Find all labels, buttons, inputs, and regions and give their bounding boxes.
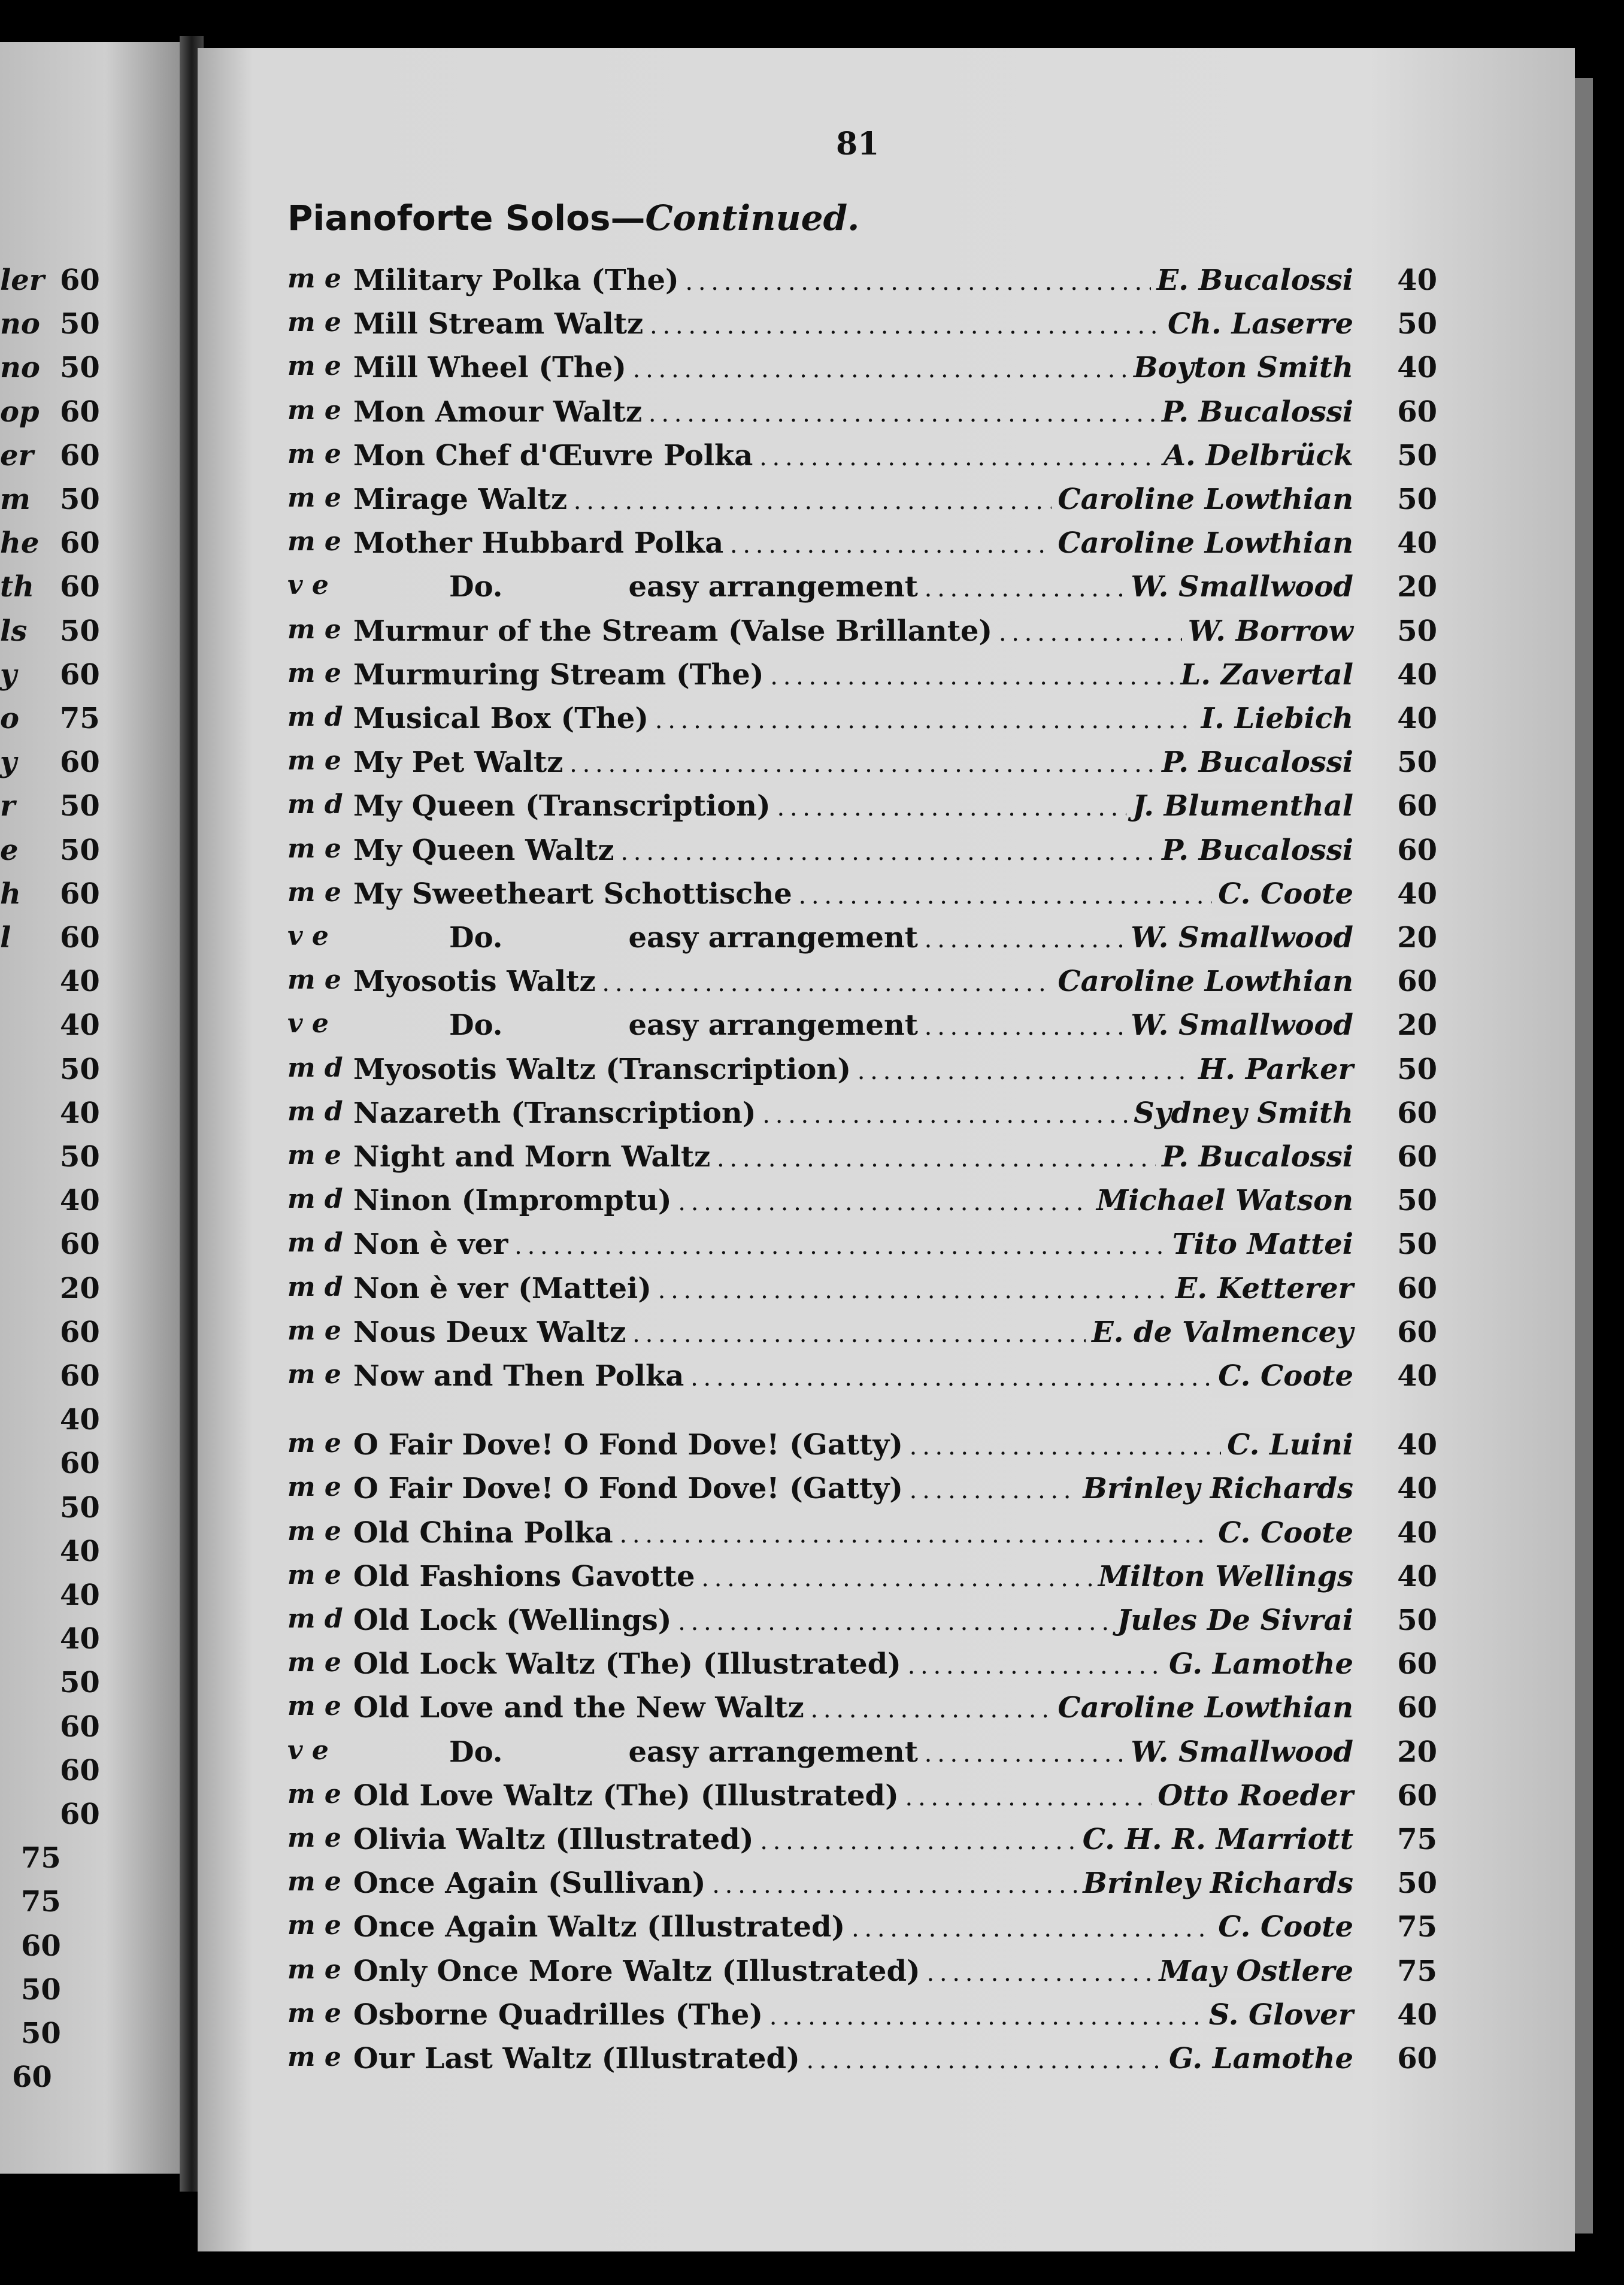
- composer-name: W. Smallwood: [1125, 570, 1353, 608]
- composer-name: Caroline Lowthian: [1052, 483, 1353, 521]
- list-item: [287, 1560, 1437, 1598]
- facing-page-fragment: o: [0, 702, 20, 735]
- list-item: [287, 439, 1437, 477]
- facing-page-fragment: no: [0, 351, 40, 385]
- composer-name: Brinley Richards: [1077, 1472, 1353, 1510]
- composer-name: W. Smallwood: [1125, 1008, 1353, 1047]
- price: 50: [1397, 483, 1437, 516]
- piece-title: Do.: [449, 570, 503, 604]
- grade-code: m e: [287, 263, 341, 294]
- facing-page-price: 50: [60, 307, 100, 341]
- composer-name: S. Glover: [1203, 1998, 1353, 2037]
- composer-name: C. Coote: [1212, 1516, 1353, 1554]
- facing-page-price: 40: [60, 1403, 100, 1437]
- facing-page-price: 40: [60, 1096, 100, 1130]
- piece-title: Ninon (Impromptu): [353, 1184, 672, 1218]
- grade-code: m e: [287, 1647, 341, 1678]
- price: 75: [1397, 1954, 1437, 1988]
- facing-page-fragment: he: [0, 526, 40, 560]
- price: 60: [1397, 965, 1437, 999]
- facing-page-fragment: r: [0, 789, 16, 823]
- list-item: [287, 1910, 1437, 1948]
- grade-code: m d: [287, 789, 343, 820]
- facing-page-price: 60: [60, 263, 100, 297]
- piece-title: Once Again (Sullivan): [353, 1866, 706, 1901]
- piece-title: Nous Deux Waltz: [353, 1315, 626, 1349]
- piece-title: Mon Amour Waltz: [353, 395, 643, 429]
- piece-title: Olivia Waltz (Illustrated): [353, 1823, 754, 1856]
- piece-title: My Sweetheart Schottische: [353, 877, 792, 911]
- facing-page-price: 50: [60, 1490, 100, 1525]
- composer-name: G. Lamothe: [1163, 1647, 1353, 1686]
- price: 60: [1397, 1778, 1437, 1813]
- list-item: [287, 307, 1437, 346]
- facing-page-price: 40: [60, 1008, 100, 1043]
- price: 50: [1397, 1184, 1437, 1218]
- piece-title: Old Lock (Wellings): [353, 1604, 672, 1637]
- list-item: [287, 877, 1437, 916]
- piece-title: My Queen (Transcription): [353, 789, 771, 823]
- list-item: [287, 1228, 1437, 1266]
- facing-page-price: 40: [60, 965, 100, 999]
- composer-name: P. Bucalossi: [1156, 745, 1353, 784]
- grade-code: m e: [287, 1359, 341, 1390]
- price: 60: [1397, 1315, 1437, 1349]
- facing-page-price: 50: [60, 1666, 100, 1700]
- grade-code: v e: [287, 921, 329, 951]
- composer-name: Caroline Lowthian: [1052, 965, 1353, 1003]
- price: 40: [1397, 1998, 1437, 2032]
- price: 60: [1397, 1271, 1437, 1305]
- piece-title: Do.: [449, 921, 503, 954]
- grade-code: m e: [287, 526, 341, 557]
- price: 40: [1397, 1428, 1437, 1462]
- price: 20: [1397, 1008, 1437, 1043]
- facing-page-price: 75: [21, 1841, 61, 1875]
- arrangement-note: easy arrangement: [628, 921, 918, 954]
- piece-title: Do.: [449, 1735, 503, 1769]
- list-item: [287, 1140, 1437, 1178]
- facing-page-price: 50: [60, 833, 100, 867]
- piece-title: Mon Chef d'Œuvre Polka: [353, 438, 753, 472]
- grade-code: m e: [287, 1910, 341, 1941]
- list-item: [287, 351, 1437, 389]
- list-item: [287, 1823, 1437, 1861]
- composer-name: Sydney Smith: [1128, 1096, 1353, 1135]
- section-continued: Continued.: [645, 198, 860, 238]
- price: 60: [1397, 1140, 1437, 1174]
- list-item: [287, 789, 1437, 828]
- facing-page-price: 60: [60, 1710, 100, 1744]
- arrangement-note: easy arrangement: [628, 1008, 918, 1043]
- list-item: [287, 1735, 1437, 1774]
- facing-page-price: 60: [60, 395, 100, 429]
- composer-name: Jules De Sivrai: [1111, 1604, 1353, 1642]
- composer-name: Caroline Lowthian: [1052, 1691, 1353, 1729]
- facing-page-fragment: y: [0, 745, 17, 780]
- composer-name: Michael Watson: [1090, 1184, 1353, 1222]
- facing-page-price: 40: [60, 1622, 100, 1656]
- composer-name: P. Bucalossi: [1156, 395, 1353, 434]
- piece-title: Old Fashions Gavotte: [353, 1559, 695, 1593]
- composer-name: E. Bucalossi: [1151, 263, 1353, 302]
- list-item: [287, 1866, 1437, 1905]
- price: 75: [1397, 1910, 1437, 1944]
- list-item: [287, 263, 1437, 302]
- composer-name: Tito Mattei: [1167, 1228, 1353, 1266]
- list-item: [287, 834, 1437, 872]
- facing-page-fragment: y: [0, 657, 17, 692]
- piece-title: Now and Then Polka: [353, 1359, 684, 1393]
- piece-title: Mill Wheel (The): [353, 351, 626, 385]
- price: 40: [1397, 1516, 1437, 1550]
- facing-page-fragment: l: [0, 921, 11, 954]
- facing-page-price: 60: [21, 1929, 61, 1963]
- piece-title: Night and Morn Waltz: [353, 1140, 711, 1174]
- facing-page-price: 60: [60, 526, 100, 560]
- facing-page-price: 50: [60, 789, 100, 823]
- facing-page-price: 40: [60, 1534, 100, 1568]
- entry-title-leader: [353, 1359, 1349, 1398]
- facing-page-price: 75: [60, 702, 100, 735]
- piece-title: Nazareth (Transcription): [353, 1096, 756, 1130]
- list-item: [287, 1184, 1437, 1222]
- composer-name: C. H. R. Marriott: [1077, 1823, 1353, 1861]
- list-item: [287, 1428, 1437, 1466]
- grade-code: m e: [287, 965, 341, 996]
- facing-page-fragment: er: [0, 438, 34, 472]
- composer-name: E. de Valmencey: [1086, 1316, 1353, 1354]
- list-item: [287, 526, 1437, 565]
- grade-code: m e: [287, 1823, 341, 1853]
- facing-page-price: 60: [60, 877, 100, 911]
- grade-code: m e: [287, 395, 341, 426]
- grade-code: m e: [287, 1866, 341, 1898]
- piece-title: Old Love and the New Waltz: [353, 1691, 804, 1725]
- grade-code: m e: [287, 1472, 341, 1503]
- piece-title: Myosotis Waltz (Transcription): [353, 1052, 852, 1086]
- piece-title: Our Last Waltz (Illustrated): [353, 2042, 800, 2075]
- entry-title-leader: [353, 1516, 1349, 1554]
- price: 20: [1397, 921, 1437, 954]
- price: 40: [1397, 702, 1437, 735]
- price: 40: [1397, 1472, 1437, 1506]
- piece-title: Non è ver (Mattei): [353, 1271, 652, 1305]
- piece-title: Mother Hubbard Polka: [353, 526, 724, 560]
- price: 40: [1397, 351, 1437, 385]
- composer-name: A. Delbrück: [1158, 439, 1353, 477]
- list-item: [287, 1316, 1437, 1354]
- facing-page-price: 60: [60, 745, 100, 780]
- list-item: [287, 1604, 1437, 1642]
- piece-title: Osborne Quadrilles (The): [353, 1998, 763, 2032]
- composer-name: E. Ketterer: [1169, 1272, 1353, 1310]
- piece-title: Murmuring Stream (The): [353, 657, 764, 692]
- composer-name: W. Smallwood: [1125, 921, 1353, 959]
- grade-code: m e: [287, 1140, 341, 1171]
- page-edge: [1575, 78, 1593, 2234]
- list-item: [287, 921, 1437, 959]
- composer-name: H. Parker: [1192, 1053, 1353, 1091]
- grade-code: m d: [287, 1228, 343, 1259]
- list-item: [287, 702, 1437, 740]
- price: 50: [1397, 1052, 1437, 1086]
- list-item: [287, 1516, 1437, 1554]
- grade-code: m e: [287, 1954, 341, 1985]
- list-item: [287, 1053, 1437, 1091]
- list-item: [287, 658, 1437, 696]
- price: 40: [1397, 263, 1437, 297]
- piece-title: Once Again Waltz (Illustrated): [353, 1910, 846, 1944]
- composer-name: P. Bucalossi: [1156, 1140, 1353, 1178]
- price: 50: [1397, 1866, 1437, 1901]
- facing-page-price: 60: [12, 2060, 52, 2095]
- composer-name: C. Coote: [1212, 1359, 1353, 1398]
- facing-page-price: 50: [60, 614, 100, 648]
- list-item: [287, 1096, 1437, 1135]
- price: 60: [1397, 789, 1437, 823]
- list-item: [287, 745, 1437, 784]
- composer-name: J. Blumenthal: [1126, 789, 1353, 828]
- grade-code: v e: [287, 570, 329, 601]
- price: 20: [1397, 1735, 1437, 1769]
- price: 40: [1397, 1559, 1437, 1593]
- price: 40: [1397, 526, 1437, 560]
- composer-name: C. Coote: [1212, 877, 1353, 916]
- list-item: [287, 614, 1437, 653]
- grade-code: m e: [287, 877, 341, 908]
- price: 60: [1397, 395, 1437, 429]
- grade-code: m e: [287, 657, 341, 689]
- grade-code: m e: [287, 1315, 341, 1346]
- composer-name: May Ostlere: [1153, 1954, 1353, 1993]
- piece-title: Only Once More Waltz (Illustrated): [353, 1954, 920, 1988]
- piece-title: O Fair Dove! O Fond Dove! (Gatty): [353, 1428, 903, 1462]
- grade-code: m e: [287, 1428, 341, 1459]
- grade-code: m d: [287, 1604, 343, 1634]
- list-item: [287, 1691, 1437, 1729]
- grade-code: m e: [287, 833, 341, 864]
- grade-code: m e: [287, 1516, 341, 1547]
- list-item: [287, 965, 1437, 1003]
- list-item: [287, 1472, 1437, 1510]
- arrangement-note: easy arrangement: [628, 570, 918, 604]
- grade-code: m d: [287, 702, 343, 732]
- facing-page-fragment: h: [0, 877, 21, 911]
- list-item: [287, 1359, 1437, 1398]
- list-item: [287, 1272, 1437, 1310]
- facing-page-price: 40: [60, 1578, 100, 1612]
- facing-page-price: 60: [60, 1359, 100, 1393]
- composer-name: I. Liebich: [1195, 702, 1353, 740]
- list-item: [287, 395, 1437, 434]
- list-item: [287, 483, 1437, 521]
- price: 50: [1397, 1604, 1437, 1637]
- piece-title: Musical Box (The): [353, 702, 649, 735]
- grade-code: m d: [287, 1096, 343, 1127]
- grade-code: m e: [287, 1998, 341, 2029]
- grade-code: m e: [287, 351, 341, 382]
- facing-page-price: 60: [60, 1228, 100, 1262]
- page-number: 81: [836, 126, 880, 162]
- grade-code: v e: [287, 1008, 329, 1040]
- price: 60: [1397, 1096, 1437, 1130]
- facing-page-price: 50: [60, 351, 100, 385]
- piece-title: My Queen Waltz: [353, 833, 614, 867]
- price: 50: [1397, 1228, 1437, 1262]
- grade-code: m d: [287, 1052, 343, 1083]
- piece-title: Do.: [449, 1008, 503, 1043]
- price: 60: [1397, 1647, 1437, 1681]
- facing-page-price: 20: [60, 1271, 100, 1305]
- price: 75: [1397, 1823, 1437, 1856]
- facing-page-fragment: ler: [0, 263, 45, 297]
- facing-page-fragment: op: [0, 395, 40, 429]
- facing-page-fragment: th: [0, 570, 35, 604]
- piece-title: Murmur of the Stream (Valse Brillante): [353, 614, 993, 648]
- grade-code: m e: [287, 614, 341, 645]
- price: 60: [1397, 2042, 1437, 2075]
- composer-name: Ch. Laserre: [1162, 307, 1353, 346]
- piece-title: Non è ver: [353, 1228, 508, 1262]
- list-item: [287, 1779, 1437, 1817]
- price: 60: [1397, 833, 1437, 867]
- list-item: [287, 1008, 1437, 1047]
- facing-page-price: 50: [21, 1972, 61, 2007]
- price: 50: [1397, 438, 1437, 472]
- list-item: [287, 1954, 1437, 1993]
- list-item: [287, 1647, 1437, 1686]
- section-title: [287, 198, 859, 238]
- price: 60: [1397, 1691, 1437, 1725]
- entry-title-leader: [353, 877, 1349, 916]
- facing-page-price: 50: [60, 483, 100, 516]
- composer-name: Boyton Smith: [1128, 351, 1353, 389]
- composer-name: L. Zavertal: [1174, 658, 1353, 696]
- facing-page-fragment: ls: [0, 614, 28, 648]
- price: 40: [1397, 877, 1437, 911]
- piece-title: Military Polka (The): [353, 263, 679, 297]
- price: 50: [1397, 614, 1437, 648]
- piece-title: My Pet Waltz: [353, 745, 563, 780]
- grade-code: m e: [287, 438, 341, 469]
- facing-page-price: 75: [21, 1885, 61, 1919]
- composer-name: P. Bucalossi: [1156, 834, 1353, 872]
- entry-title-leader: [353, 1998, 1349, 2037]
- price: 20: [1397, 570, 1437, 604]
- composer-name: C. Coote: [1212, 1910, 1353, 1948]
- facing-page-price: 40: [60, 1184, 100, 1218]
- facing-page-price: 60: [60, 1315, 100, 1349]
- grade-code: m d: [287, 1271, 343, 1302]
- entry-title-leader: [353, 1428, 1349, 1466]
- facing-page-price: 60: [60, 1447, 100, 1481]
- facing-page-price: 50: [60, 1140, 100, 1174]
- grade-code: m e: [287, 745, 341, 777]
- piece-title: Myosotis Waltz: [353, 965, 596, 999]
- grade-code: m e: [287, 1778, 341, 1810]
- price: 50: [1397, 745, 1437, 780]
- composer-name: G. Lamothe: [1163, 2042, 1353, 2080]
- facing-page-fragment: e: [0, 833, 19, 867]
- list-item: [287, 570, 1437, 608]
- price: 40: [1397, 657, 1437, 692]
- facing-page-price: 60: [60, 921, 100, 954]
- composer-name: C. Luini: [1221, 1428, 1353, 1466]
- entry-title-leader: [353, 1910, 1349, 1948]
- piece-title: Old China Polka: [353, 1516, 613, 1550]
- grade-code: m e: [287, 1691, 341, 1722]
- composer-name: Otto Roeder: [1152, 1779, 1353, 1817]
- piece-title: Old Lock Waltz (The) (Illustrated): [353, 1647, 901, 1681]
- price: 40: [1397, 1359, 1437, 1393]
- piece-title: O Fair Dove! O Fond Dove! (Gatty): [353, 1472, 903, 1506]
- piece-title: Mill Stream Waltz: [353, 307, 644, 341]
- grade-code: m e: [287, 1559, 341, 1590]
- facing-page-price: 50: [21, 2017, 61, 2050]
- facing-page-price: 60: [60, 1798, 100, 1831]
- grade-code: m d: [287, 1184, 343, 1215]
- composer-name: W. Smallwood: [1125, 1735, 1353, 1774]
- piece-title: Old Love Waltz (The) (Illustrated): [353, 1778, 899, 1813]
- facing-page-fragment: no: [0, 307, 40, 341]
- facing-page-price: 60: [60, 657, 100, 692]
- composer-name: Milton Wellings: [1092, 1560, 1353, 1598]
- facing-page-price: 60: [60, 1753, 100, 1787]
- list-item: [287, 1998, 1437, 2037]
- composer-name: Caroline Lowthian: [1052, 526, 1353, 565]
- price: 50: [1397, 307, 1437, 341]
- list-item: [287, 2042, 1437, 2080]
- section-title-text: Pianoforte Solos—: [287, 198, 646, 238]
- grade-code: m e: [287, 2042, 341, 2072]
- facing-page-price: 60: [60, 438, 100, 472]
- composer-name: W. Borrow: [1182, 614, 1353, 653]
- piece-title: Mirage Waltz: [353, 483, 568, 516]
- arrangement-note: easy arrangement: [628, 1735, 918, 1769]
- grade-code: v e: [287, 1735, 329, 1766]
- facing-page-price: 50: [60, 1052, 100, 1086]
- grade-code: m e: [287, 483, 341, 513]
- facing-page-fragment: m: [0, 483, 31, 516]
- composer-name: Brinley Richards: [1077, 1866, 1353, 1905]
- grade-code: m e: [287, 307, 341, 338]
- facing-page-price: 60: [60, 570, 100, 604]
